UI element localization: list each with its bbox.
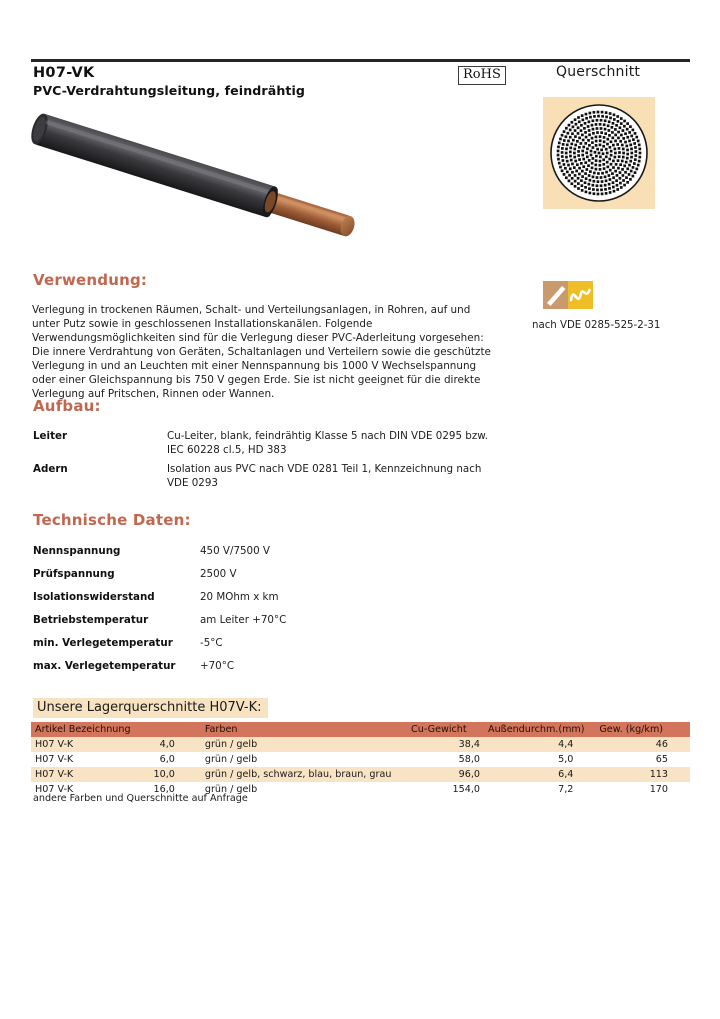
product-subtitle: PVC-Verdrahtungsleitung, feindrähtig: [33, 83, 306, 99]
technical-key: Isolationswiderstand: [33, 591, 155, 603]
cell-cu-weight: 58,0: [407, 752, 484, 767]
usage-heading: Verwendung:: [33, 271, 148, 289]
cross-section-image: [543, 97, 655, 209]
cell-weight: 113: [595, 767, 690, 782]
cell-colors: grün / gelb: [201, 752, 407, 767]
cell-outer-diameter: 6,4: [484, 767, 595, 782]
table-row: [31, 752, 690, 767]
cell-colors: grün / gelb: [201, 737, 407, 752]
technical-key: max. Verlegetemperatur: [33, 660, 176, 672]
technical-value: 20 MOhm x km: [200, 591, 279, 603]
cell-weight: 46: [595, 737, 690, 752]
cell-article: H07 V-K: [31, 752, 144, 767]
construction-value: Cu-Leiter, blank, feindrähtig Klasse 5 nach DIN VDE 0295 bzw. IEC 60228 cl.5, HD 383: [167, 430, 488, 456]
cell-size: 4,0: [144, 737, 201, 752]
cell-size: 10,0: [144, 767, 201, 782]
column-header-outer-diameter: Außendurchm.(mm): [484, 722, 595, 737]
rohs-badge: RoHS: [458, 66, 506, 85]
cell-article: H07 V-K: [31, 767, 144, 782]
cable-product-image: [30, 104, 390, 249]
construction-key: Adern: [33, 463, 68, 475]
cell-size: 16,0: [144, 782, 201, 797]
product-code: H07-VK: [33, 65, 95, 81]
cell-article: H07 V-K: [31, 782, 144, 797]
cell-outer-diameter: 7,2: [484, 782, 595, 797]
stock-table-footnote: andere Farben und Querschnitte auf Anfrage: [33, 793, 248, 804]
cell-weight: 65: [595, 752, 690, 767]
cell-weight: 170: [595, 782, 690, 797]
table-row: [31, 737, 690, 752]
stock-table: [31, 722, 690, 797]
technical-key: Betriebstemperatur: [33, 614, 149, 626]
cell-cu-weight: 38,4: [407, 737, 484, 752]
vde-standard-icon: [543, 281, 593, 313]
technical-key: Nennspannung: [33, 545, 121, 557]
column-header-cu-weight: Cu-Gewicht: [407, 722, 484, 737]
cell-outer-diameter: 5,0: [484, 752, 595, 767]
cell-article: H07 V-K: [31, 737, 144, 752]
technical-key: min. Verlegetemperatur: [33, 637, 173, 649]
cell-cu-weight: 96,0: [407, 767, 484, 782]
table-header-row: [31, 722, 690, 737]
cross-section-label: Querschnitt: [556, 64, 641, 80]
technical-value: am Leiter +70°C: [200, 614, 287, 626]
cell-colors: grün / gelb, schwarz, blau, braun, grau: [201, 767, 407, 782]
construction-key: Leiter: [33, 430, 68, 442]
product-header: [33, 64, 453, 99]
stock-table-title: Unsere Lagerquerschnitte H07V-K:: [33, 698, 268, 718]
usage-text: Verlegung in trockenen Räumen, Schalt- und Verteilungsanlagen, in Rohren, auf und unter Putz sowie in geschlossenen Installationskanälen. Folgende Verwendungsmöglichkeiten sind für die Verlegung dieser PVC-Aderleitung vorgesehen: Die innere Verdrahtung von Geräten, Schaltanlagen und Verteilern sowie die geschützte Verlegung in und an Leuchten mit einer Nennspannung bis 1000 V Wechselspannung oder einer Gleichspannung bis 750 V gegen Erde. Sie ist nicht geeignet für die direkte Verlegung auf Pritschen, Rinnen oder Wannen.: [32, 304, 491, 400]
technical-key: Prüfspannung: [33, 568, 115, 580]
construction-value: Isolation aus PVC nach VDE 0281 Teil 1, Kennzeichnung nach VDE 0293: [167, 463, 482, 489]
stranded-conductor-icon: [543, 97, 655, 209]
construction-heading: Aufbau:: [33, 397, 101, 415]
column-header-article: Artikel Bezeichnung: [31, 722, 144, 737]
cell-size: 6,0: [144, 752, 201, 767]
cell-colors: grün / gelb: [201, 782, 407, 797]
header-divider: [31, 59, 690, 62]
column-header-weight: Gew. (kg/km): [595, 722, 690, 737]
vde-standard-caption: nach VDE 0285-525-2-31: [532, 320, 661, 331]
table-row: [31, 767, 690, 782]
cell-outer-diameter: 4,4: [484, 737, 595, 752]
technical-value: 2500 V: [200, 568, 237, 580]
technical-value: -5°C: [200, 637, 223, 649]
column-header-size: [144, 722, 201, 737]
column-header-colors: Farben: [201, 722, 407, 737]
cell-cu-weight: 154,0: [407, 782, 484, 797]
technical-value: +70°C: [200, 660, 235, 672]
technical-heading: Technische Daten:: [33, 511, 191, 529]
technical-value: 450 V/7500 V: [200, 545, 270, 557]
